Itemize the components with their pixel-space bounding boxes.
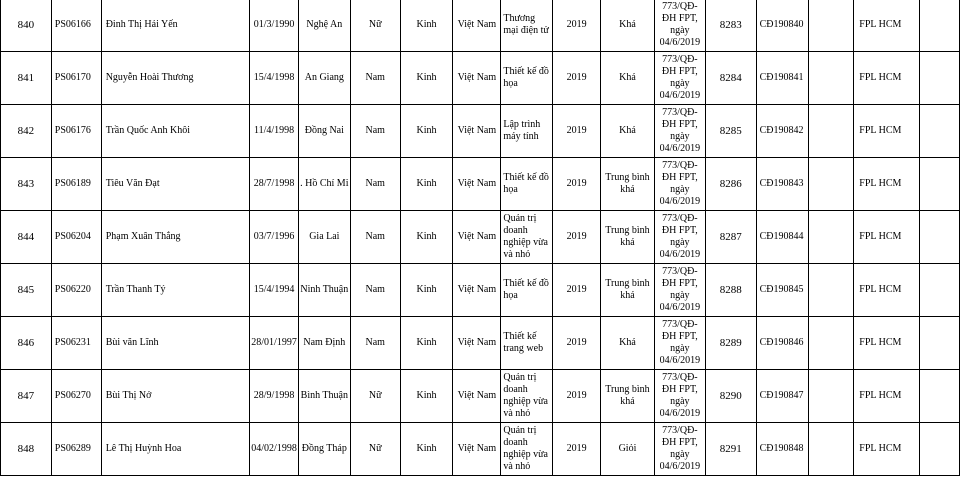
register-number-cell: 8286 [705,158,756,211]
empty-cell [920,0,960,52]
classification-cell: Khá [601,0,655,52]
classification-cell: Giỏi [601,423,655,476]
register-number-cell: 8290 [705,370,756,423]
note-cell [808,423,854,476]
student-name-cell: Phạm Xuân Thắng [101,211,250,264]
graduation-year-cell: 2019 [553,317,601,370]
graduation-year-cell: 2019 [553,0,601,52]
nationality-cell: Việt Nam [453,423,501,476]
note-cell [808,52,854,105]
empty-cell [920,158,960,211]
campus-cell: FPL HCM [854,105,920,158]
major-cell: Thiết kế đồ họa [501,158,553,211]
gender-cell: Nữ [350,423,400,476]
student-name-cell: Bùi văn Lĩnh [101,317,250,370]
table-row [1,423,960,476]
decision-number-cell: 773/QĐ-ĐH FPT, ngày 04/6/2019 [654,52,705,105]
row-number-cell: 845 [1,264,52,317]
student-name-cell: Đinh Thị Hải Yến [101,0,250,52]
student-code-cell: PS06270 [51,370,101,423]
note-cell [808,211,854,264]
graduation-year-cell: 2019 [553,52,601,105]
row-number-cell: 848 [1,423,52,476]
ethnicity-cell: Kinh [400,105,453,158]
ethnicity-cell: Kinh [400,370,453,423]
major-cell: Lập trình máy tính [501,105,553,158]
row-number-cell: 844 [1,211,52,264]
gender-cell: Nữ [350,0,400,52]
graduation-year-cell: 2019 [553,370,601,423]
date-of-birth-cell: 28/9/1998 [250,370,299,423]
nationality-cell: Việt Nam [453,211,501,264]
major-cell: Quản trị doanh nghiệp vừa và nhỏ [501,370,553,423]
classification-cell: Trung bình khá [601,211,655,264]
empty-cell [920,317,960,370]
ethnicity-cell: Kinh [400,158,453,211]
empty-cell [920,370,960,423]
decision-number-cell: 773/QĐ-ĐH FPT, ngày 04/6/2019 [654,158,705,211]
register-number-cell: 8287 [705,211,756,264]
gender-cell: Nam [350,211,400,264]
decision-number-cell: 773/QĐ-ĐH FPT, ngày 04/6/2019 [654,264,705,317]
classification-cell: Khá [601,52,655,105]
student-code-cell: PS06220 [51,264,101,317]
ethnicity-cell: Kinh [400,211,453,264]
row-number-cell: 841 [1,52,52,105]
note-cell [808,264,854,317]
date-of-birth-cell: 11/4/1998 [250,105,299,158]
classification-cell: Khá [601,105,655,158]
register-number-cell: 8291 [705,423,756,476]
birth-place-cell: Nam Định [298,317,350,370]
major-cell: Thiết kế đồ họa [501,52,553,105]
birth-place-cell: Đồng Nai [298,105,350,158]
register-number-cell: 8285 [705,105,756,158]
certificate-number-cell: CĐ190840 [756,0,808,52]
empty-cell [920,52,960,105]
date-of-birth-cell: 15/4/1994 [250,264,299,317]
note-cell [808,105,854,158]
graduation-year-cell: 2019 [553,211,601,264]
register-number-cell: 8288 [705,264,756,317]
table-row [1,158,960,211]
row-number-cell: 840 [1,0,52,52]
empty-cell [920,423,960,476]
birth-place-cell: Gia Lai [298,211,350,264]
certificate-number-cell: CĐ190842 [756,105,808,158]
empty-cell [920,211,960,264]
gender-cell: Nam [350,158,400,211]
major-cell: Thiết kế đồ họa [501,264,553,317]
classification-cell: Trung bình khá [601,158,655,211]
campus-cell: FPL HCM [854,423,920,476]
empty-cell [920,264,960,317]
row-number-cell: 846 [1,317,52,370]
birth-place-cell: Đồng Tháp [298,423,350,476]
row-number-cell: 842 [1,105,52,158]
student-name-cell: Bùi Thị Nở [101,370,250,423]
certificate-number-cell: CĐ190845 [756,264,808,317]
birth-place-cell: Nghệ An [298,0,350,52]
certificate-number-cell: CĐ190846 [756,317,808,370]
campus-cell: FPL HCM [854,317,920,370]
student-code-cell: PS06289 [51,423,101,476]
campus-cell: FPL HCM [854,264,920,317]
student-name-cell: Nguyễn Hoài Thương [101,52,250,105]
date-of-birth-cell: 28/7/1998 [250,158,299,211]
nationality-cell: Việt Nam [453,264,501,317]
classification-cell: Trung bình khá [601,264,655,317]
student-name-cell: Trần Thanh Tý [101,264,250,317]
graduation-year-cell: 2019 [553,264,601,317]
nationality-cell: Việt Nam [453,0,501,52]
nationality-cell: Việt Nam [453,52,501,105]
certificate-number-cell: CĐ190848 [756,423,808,476]
table-row [1,105,960,158]
date-of-birth-cell: 28/01/1997 [250,317,299,370]
date-of-birth-cell: 04/02/1998 [250,423,299,476]
campus-cell: FPL HCM [854,370,920,423]
certificate-number-cell: CĐ190843 [756,158,808,211]
birth-place-cell: An Giang [298,52,350,105]
gender-cell: Nam [350,317,400,370]
register-number-cell: 8289 [705,317,756,370]
nationality-cell: Việt Nam [453,317,501,370]
table-row [1,52,960,105]
graduation-year-cell: 2019 [553,105,601,158]
student-code-cell: PS06189 [51,158,101,211]
campus-cell: FPL HCM [854,0,920,52]
nationality-cell: Việt Nam [453,370,501,423]
certificate-number-cell: CĐ190847 [756,370,808,423]
classification-cell: Trung bình khá [601,370,655,423]
gender-cell: Nữ [350,370,400,423]
table-row [1,264,960,317]
campus-cell: FPL HCM [854,158,920,211]
decision-number-cell: 773/QĐ-ĐH FPT, ngày 04/6/2019 [654,105,705,158]
ethnicity-cell: Kinh [400,52,453,105]
student-code-cell: PS06170 [51,52,101,105]
student-name-cell: Lê Thị Huỳnh Hoa [101,423,250,476]
nationality-cell: Việt Nam [453,105,501,158]
table-row [1,211,960,264]
graduation-year-cell: 2019 [553,423,601,476]
major-cell: Thương mại điện tử [501,0,553,52]
table-row [1,0,960,52]
campus-cell: FPL HCM [854,52,920,105]
decision-number-cell: 773/QĐ-ĐH FPT, ngày 04/6/2019 [654,317,705,370]
student-code-cell: PS06166 [51,0,101,52]
gender-cell: Nam [350,105,400,158]
register-number-cell: 8283 [705,0,756,52]
register-number-cell: 8284 [705,52,756,105]
gender-cell: Nam [350,264,400,317]
ethnicity-cell: Kinh [400,264,453,317]
note-cell [808,158,854,211]
decision-number-cell: 773/QĐ-ĐH FPT, ngày 04/6/2019 [654,370,705,423]
campus-cell: FPL HCM [854,211,920,264]
student-code-cell: PS06204 [51,211,101,264]
student-name-cell: Tiêu Văn Đạt [101,158,250,211]
nationality-cell: Việt Nam [453,158,501,211]
ethnicity-cell: Kinh [400,0,453,52]
birth-place-cell: . Hồ Chí Mi [298,158,350,211]
ethnicity-cell: Kinh [400,317,453,370]
birth-place-cell: Ninh Thuận [298,264,350,317]
decision-number-cell: 773/QĐ-ĐH FPT, ngày 04/6/2019 [654,423,705,476]
empty-cell [920,105,960,158]
student-code-cell: PS06176 [51,105,101,158]
decision-number-cell: 773/QĐ-ĐH FPT, ngày 04/6/2019 [654,211,705,264]
row-number-cell: 843 [1,158,52,211]
major-cell: Quản trị doanh nghiệp vừa và nhỏ [501,211,553,264]
decision-number-cell: 773/QĐ-ĐH FPT, ngày 04/6/2019 [654,0,705,52]
graduation-year-cell: 2019 [553,158,601,211]
table-row [1,370,960,423]
table-body [1,0,960,476]
certificate-number-cell: CĐ190841 [756,52,808,105]
note-cell [808,370,854,423]
note-cell [808,317,854,370]
major-cell: Quản trị doanh nghiệp vừa và nhỏ [501,423,553,476]
student-code-cell: PS06231 [51,317,101,370]
row-number-cell: 847 [1,370,52,423]
note-cell [808,0,854,52]
birth-place-cell: Bình Thuận [298,370,350,423]
certificate-number-cell: CĐ190844 [756,211,808,264]
date-of-birth-cell: 03/7/1996 [250,211,299,264]
gender-cell: Nam [350,52,400,105]
date-of-birth-cell: 15/4/1998 [250,52,299,105]
student-name-cell: Trần Quốc Anh Khôi [101,105,250,158]
date-of-birth-cell: 01/3/1990 [250,0,299,52]
classification-cell: Khá [601,317,655,370]
ethnicity-cell: Kinh [400,423,453,476]
major-cell: Thiết kế trang web [501,317,553,370]
table-row [1,317,960,370]
